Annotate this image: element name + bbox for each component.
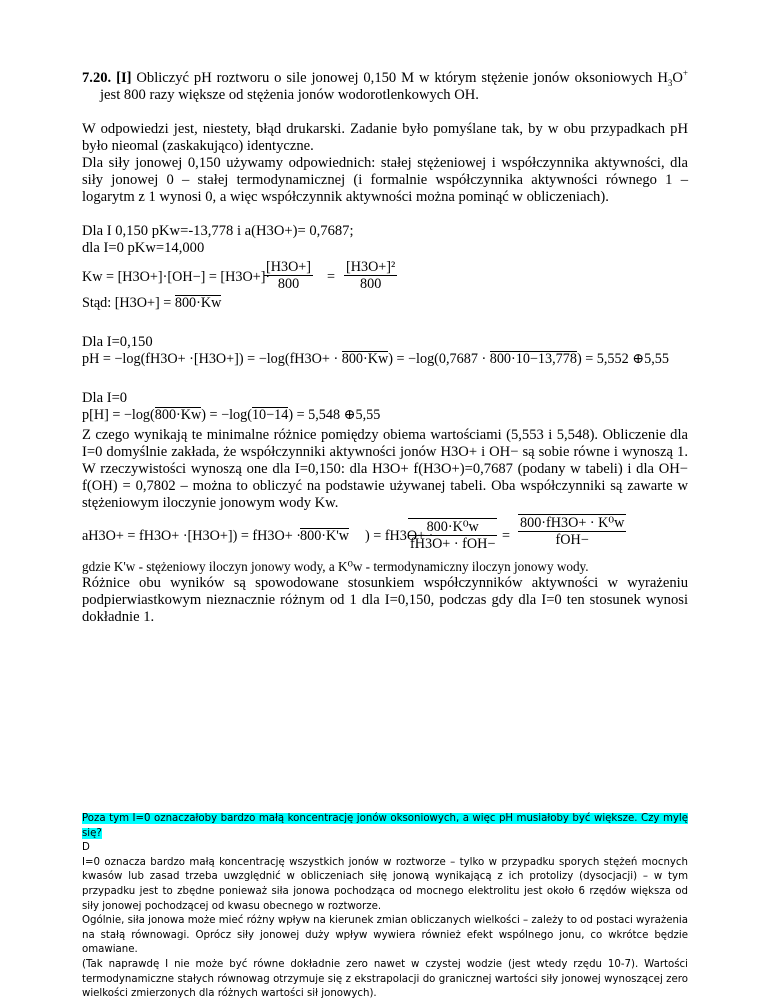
gdzie-line: gdzie K'w - stężeniowy iloczyn jonowy wody, a K⁰w - termodynamiczny iloczyn jonowy wody.: [82, 559, 589, 574]
notes-paragraph-1: I=0 oznacza bardzo małą koncentrację wszystkich jonów w roztworze – tylko w przypadku sporych stężeń mocnych kwasów lub zasad trzeba uwzględnić w obliczeniach siłę jonową wynikającą z ich protolizy (dysocjacji) – w tym przypadku jest to zbędne ponieważ siła jonowa pochodząca od mocnego elektrolitu jest około 6 rzędów większa od siły jonowej pochodzącej od kwasu obecnego w roztworze.: [82, 856, 688, 912]
stad-equation: Stąd: [H3O+] = 800·Kw: [82, 295, 222, 311]
ph-equation-0: p[H] = −log(800·Kw) = −log(10−14) = 5,548 ⊕5,55: [82, 407, 381, 423]
question-highlight: Poza tym I=0 oznaczałoby bardzo małą koncentrację jonów oksoniowych, a więc pH musiałoby być większe. Czy mylę się?: [82, 813, 688, 839]
notes-paragraph-3: (Tak naprawdę I nie może być równe dokładnie zero nawet w czystej wodzie (jest wtedy rzędu 10-7). Wartości termodynamiczne stałych równowag otrzymuje się z ekstrapolacji do granicznej wartości siły jonowej wynoszącej zero wielkości zmierzonych dla różnych wartości sił jonowych).: [82, 958, 688, 1000]
notes-paragraph-2: Ogólnie, siła jonowa może mieć różny wpływ na kierunek zmian obliczanych wielkości – zależy to od postaci wyrażenia na stałą równowagi. Oprócz siły jonowej duży wpływ wywiera również efekt wspólnego jonu, co wkrótce będzie omawiane.: [82, 915, 688, 956]
data-line-2: dla I=0 pKw=14,000: [82, 240, 205, 256]
intro-paragraph-1: W odpowiedzi jest, niestety, błąd drukarski. Zadanie było pomyślane tak, by w obu przypadkach pH było nieomal (zaskakująco) identyczne.: [82, 121, 688, 154]
intro-paragraph-2: Dla siły jonowej 0,150 używamy odpowiednich: stałej stężeniowej i współczynnika aktywności, dla siły jonowej 0 – stałej termodynamicznej (i formalnie współczynnika aktywności równego 1 – logarytm z 1 wynosi 0, a więc współczynnik aktywności można pominąć w obliczeniach).: [82, 155, 688, 205]
ph-equation-0150: pH = −log(fH3O+ ·[H3O+]) = −log(fH3O+ · 800·Kw) = −log(0,7687 · 800·10−13,778) = 5,552 ⊕5,55: [82, 351, 669, 367]
kw-equation: Kw = [H3O+]·[OH−] = [H3O+]· $\frac{[H3O+]}{800}$ = $\frac{\text{[H3O+]²}}{800}$: [82, 259, 396, 292]
dla-i-0-heading: Dla I=0: [82, 390, 128, 406]
roznice-paragraph: Różnice obu wyników są spowodowane stosunkiem współczynników aktywności w wyrażeniu podpierwiastkowym nieznacznie różnym od 1 dla I=0,150, podczas gdy dla I=0 ten stosunek wynosi dokładnie 1.: [82, 575, 688, 625]
explanation-paragraph: Z czego wynikają te minimalne różnice pomiędzy obiema wartościami (5,553 i 5,548). Obliczenie dla I=0 domyślnie zakłada, że współczynniki aktywności jonów H3O+ i OH− są sobie równe i wynoszą 1. W rzeczywistości wynoszą one dla I=0,150: dla H3O+ f(H3O+)=0,7687 (podany w tabeli) i dla OH− f(OH) = 0,7802 – można to obliczyć na podstawie używanej tabeli. Oba współczynniki są zawarte w stężeniowym iloczynie jonowym wody Kw.: [82, 427, 688, 511]
document-body: [82, 70, 688, 626]
dla-i-0150-heading: Dla I=0,150: [82, 334, 153, 350]
answer-marker: D: [82, 842, 90, 854]
problem-statement: 7.20. [I] Obliczyć pH roztworu o sile jonowej 0,150 M w którym stężenie jonów oksoniowych $H_3O^+$ jest 800 razy większe od stężenia jonów wodorotlenkowych OH.: [82, 68, 688, 103]
problem-tag: [I]: [116, 70, 132, 86]
problem-number: 7.20: [82, 70, 108, 86]
notes-section: [82, 812, 688, 1002]
data-line-1: Dla I 0,150 pKw=-13,778 i a(H3O+)= 0,7687;: [82, 223, 354, 239]
activity-equation: aH3O+ = fH3O+ ·[H3O+]) = fH3O+ · 800·K'w ) = fH3O+ · 800·K⁰w fH3O+ · fOH− = 800·fH3O+ · K⁰w fOH−: [82, 515, 625, 552]
